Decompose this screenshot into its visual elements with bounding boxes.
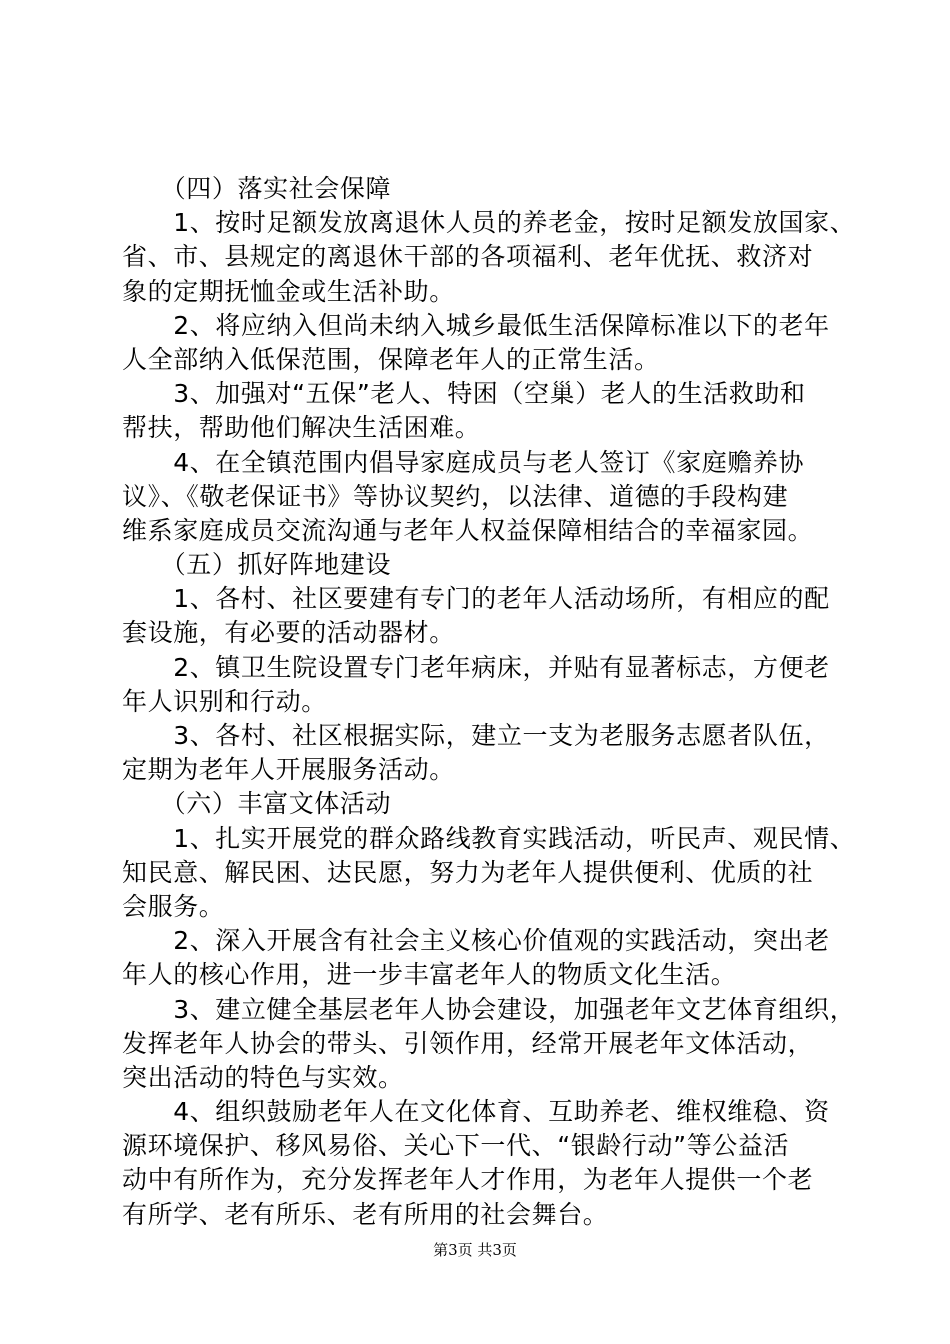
text-line: 发挥老年人协会的带头、引领作用，经常开展老年文体活动， xyxy=(122,1028,814,1058)
text-line: 3、建立健全基层老年人协会建设，加强老年文艺体育组织， xyxy=(122,994,856,1024)
text-line: 象的定期抚恤金或生活补助。 xyxy=(122,276,455,306)
text-line: 1、扎实开展党的群众路线教育实践活动，听民声、观民情、 xyxy=(122,823,856,853)
text-line: 3、各村、社区根据实际，建立一支为老服务志愿者队伍， xyxy=(122,721,830,750)
text-line: 2、深入开展含有社会主义核心价值观的实践活动，突出老 xyxy=(122,926,830,956)
text-line: 年人识别和行动。 xyxy=(122,686,327,716)
page-footer xyxy=(0,1240,950,1260)
text-line: 知民意、解民困、达民愿，努力为老年人提供便利、优质的社 xyxy=(122,857,814,887)
text-line: 2、将应纳入但尚未纳入城乡最低生活保障标准以下的老年 xyxy=(122,310,830,340)
text-line: （四）落实社会保障 xyxy=(122,174,392,203)
text-line: 帮扶，帮助他们解决生活困难。 xyxy=(122,413,481,443)
text-line: 议》、《敬老保证书》等协议契约，以法律、道德的手段构建 xyxy=(122,481,789,511)
text-line: 定期为老年人开展服务活动。 xyxy=(122,755,455,785)
text-line: 有所学、老有所乐、老有所用的社会舞台。 xyxy=(122,1199,609,1229)
text-line: 4、在全镇范围内倡导家庭成员与老人签订《家庭赡养协 xyxy=(122,447,805,477)
text-line: 1、各村、社区要建有专门的老年人活动场所，有相应的配 xyxy=(122,584,830,614)
document-body xyxy=(122,172,856,1232)
text-line: 突出活动的特色与实效。 xyxy=(122,1062,404,1092)
text-line: 动中有所作为，充分发挥老年人才作用，为老年人提供一个老 xyxy=(122,1165,814,1195)
text-line: （六）丰富文体活动 xyxy=(122,789,392,819)
text-line: （五）抓好阵地建设 xyxy=(122,550,392,580)
text-line: 2、镇卫生院设置专门老年病床，并贴有显著标志，方便老 xyxy=(122,652,830,682)
text-line: 1、按时足额发放离退休人员的养老金，按时足额发放国家、 xyxy=(122,208,856,238)
text-line: 3、加强对“五保”老人、特困（空巢）老人的生活救助和 xyxy=(122,379,806,409)
text-line: 4、组织鼓励老年人在文化体育、互助养老、维权维稳、资 xyxy=(122,1097,830,1127)
text-line: 人全部纳入低保范围，保障老年人的正常生活。 xyxy=(122,344,660,374)
text-line: 源环境保护、移风易俗、关心下一代、“银龄行动”等公益活 xyxy=(122,1131,790,1161)
text-line: 省、市、县规定的离退休干部的各项福利、老年优抚、救济对 xyxy=(122,242,814,272)
page-number: 第3页 共3页 xyxy=(433,1241,517,1259)
text-line: 会服务。 xyxy=(122,891,225,921)
text-line: 套设施，有必要的活动器材。 xyxy=(122,618,455,648)
text-line: 维系家庭成员交流沟通与老年人权益保障相结合的幸福家园。 xyxy=(122,515,814,545)
text-line: 年人的核心作用，进一步丰富老年人的物质文化生活。 xyxy=(122,960,737,990)
